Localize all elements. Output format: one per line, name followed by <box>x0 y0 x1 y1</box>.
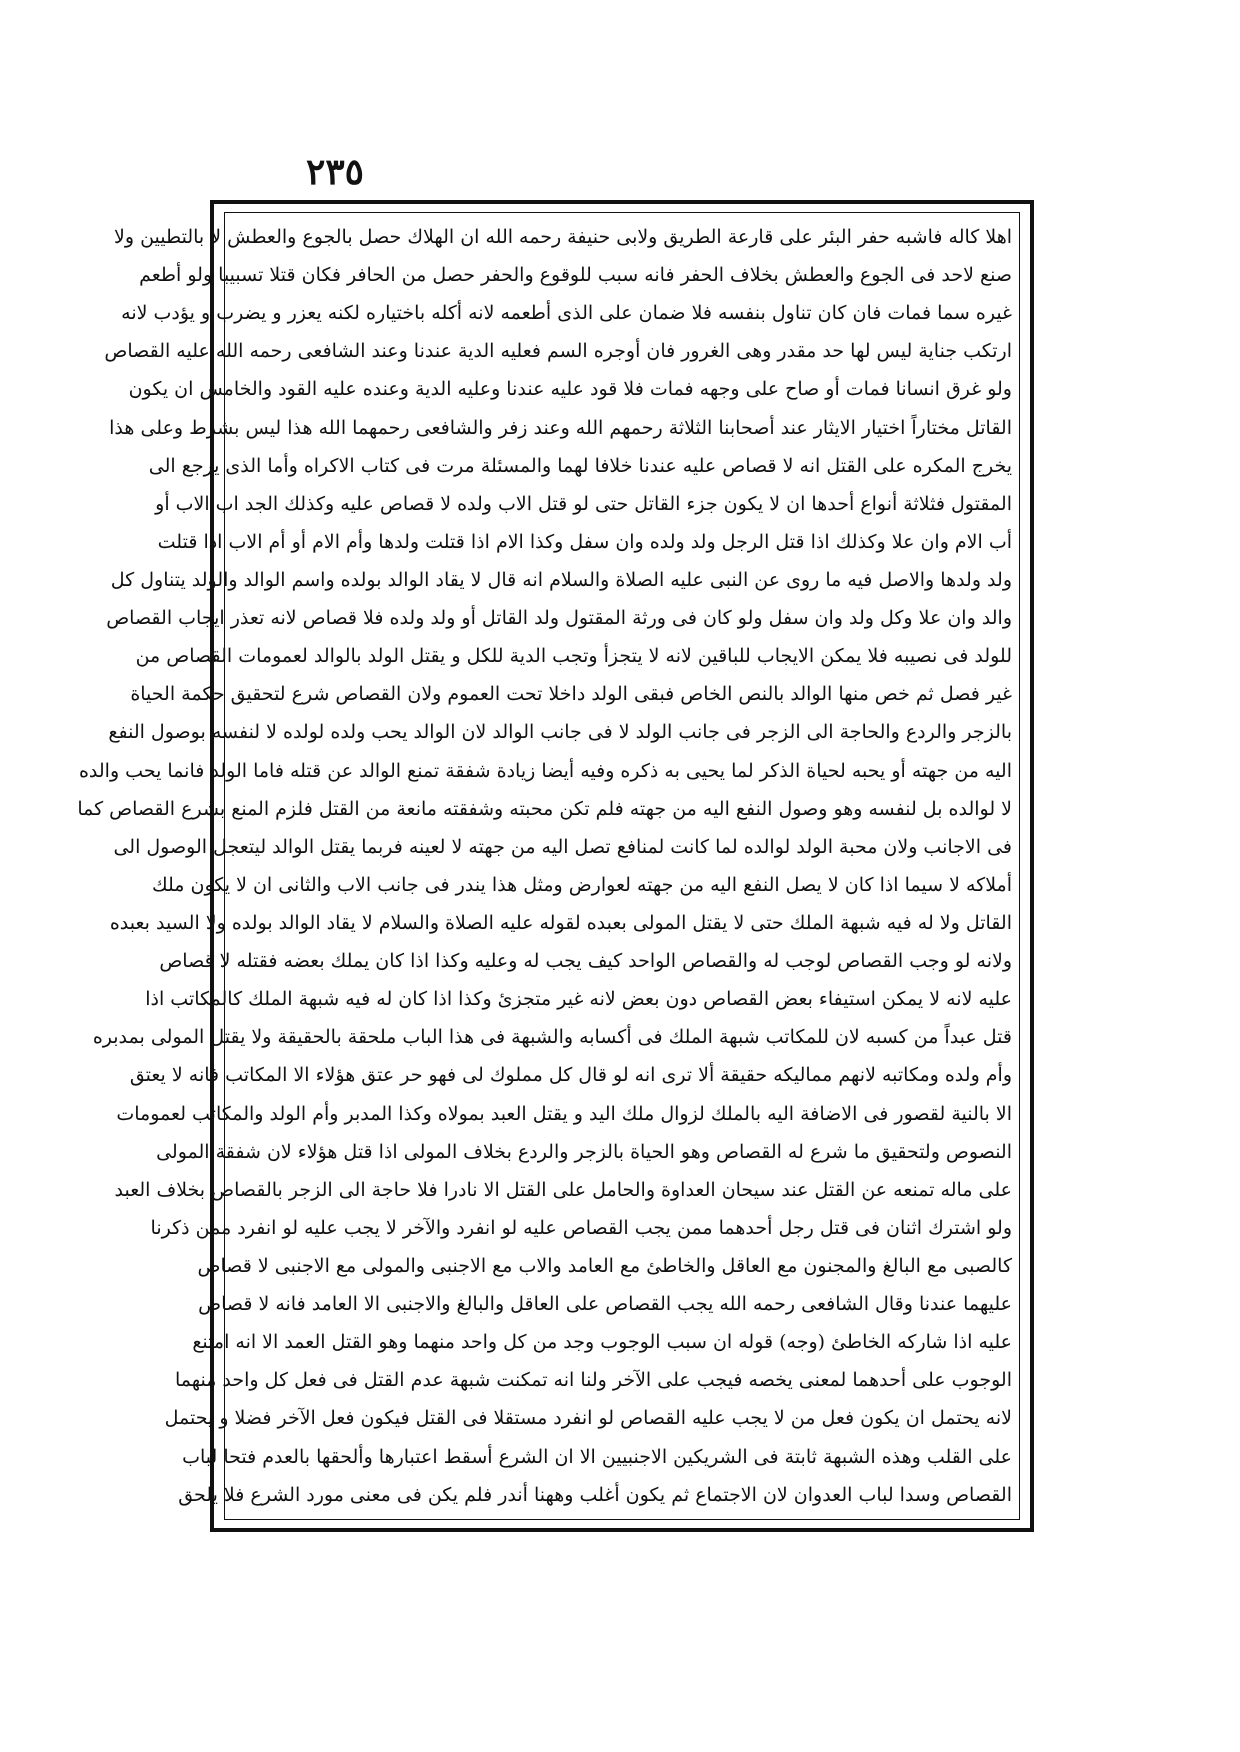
page-number: ٢٣٥ <box>305 151 364 193</box>
text-line: قتل عبداً من كسبه لان للمكاتب شبهة الملك فى أكسابه والشبهة فى هذا الباب ملحقة بالحقيقة ولا يقتل المولى بمدبره <box>92 1026 1012 1049</box>
text-line: القصاص وسدا لباب العدوان لان الاجتماع ثم يكون أغلب وههنا أندر فلم يكن فى معنى مورد الشرع فلا يلحق <box>178 1483 1012 1506</box>
text-line: صنع لاحد فى الجوع والعطش بخلاف الحفر فانه سبب للوقوع والحفر حصل من الحافر فكان قتلا تسبيبا ولو أطعم <box>139 264 1012 287</box>
text-line: النصوص ولتحقيق ما شرع له القصاص وهو الحياة بالزجر والردع بخلاف المولى اذا قتل هؤلاء لان شفقة المولى <box>156 1140 1012 1163</box>
text-line: القاتل مختاراً اختيار الايثار عند أصحابنا الثلاثة رحمهم الله وعند زفر والشافعى رحمهما الله هذا ليس بشرط وعلى هذا <box>109 416 1012 439</box>
text-line: يخرج المكره على القتل انه لا قصاص عليه عندنا خلافا لهما والمسئلة مرت فى كتاب الاكراه وأما الذى يرجع الى <box>148 454 1012 477</box>
text-line: على القلب وهذه الشبهة ثابتة فى الشريكين الاجنبيين الا ان الشرع أسقط اعتبارها وألحقها بالعدم فتحا لباب <box>182 1445 1012 1468</box>
text-line: بالزجر والردع والحاجة الى الزجر فى جانب الولد لا فى جانب الوالد لان الوالد يحب ولده لولده لا لنفسه بوصول النفع <box>108 721 1012 744</box>
text-line: الوجوب على أحدهما لمعنى يخصه فيجب على الآخر ولنا انه تمكنت شبهة عدم القتل فى فعل كل واحد منهما <box>174 1369 1012 1392</box>
text-line: القاتل ولا له فيه شبهة الملك حتى لا يقتل المولى بعبده لقوله عليه الصلاة والسلام لا يقاد الوالد بولده ولا السيد بعبده <box>109 911 1012 934</box>
text-line: ولد ولدها والاصل فيه ما روى عن النبى عليه الصلاة والسلام انه قال لا يقاد الوالد بولده واسم الوالد والولد يتناول كل <box>110 568 1012 591</box>
text-line: للولد فى نصيبه فلا يمكن الايجاب للباقين لانه لا يتجزأ وتجب الدية للكل و يقتل الولد بالوالد لعمومات القصاص من <box>135 645 1012 668</box>
text-line: على ماله تمنعه عن القتل عند سيحان العداوة والحامل على القتل الا نادرا فلا حاجة الى الزجر بالقصاص بخلاف العبد <box>114 1178 1012 1201</box>
text-line: اهلا كاله فاشبه حفر البئر على قارعة الطريق ولابى حنيفة رحمه الله ان الهلاك حصل بالجوع والعطش لا بالتطيين ولا <box>114 226 1012 248</box>
text-line: ولو اشترك اثنان فى قتل رجل أحدهما ممن يجب القصاص عليه لو انفرد والآخر لا يجب عليه لو انفرد ممن ذكرنا <box>150 1216 1012 1239</box>
text-line: اليه من جهته أو يحبه لحياة الذكر لما يحيى به ذكره وفيه أيضا زيادة شفقة تمنع الوالد عن قتله فاما الولد فانما يحب والده <box>78 759 1012 782</box>
text-line: ولو غرق انسانا فمات أو صاح على وجهه فمات فلا قود عليه عندنا وعليه الدية وعنده عليه القود والخامس ان يكون <box>128 378 1012 401</box>
text-line: لانه يحتمل ان يكون فعل من لا يجب عليه القصاص لو انفرد مستقلا فى القتل فيكون فعل الآخر فضلا و يحتمل <box>164 1407 1012 1430</box>
text-line: المقتول فثلاثة أنواع أحدها ان لا يكون جزء القاتل حتى لو قتل الاب ولده لا قصاص عليه وكذلك الجد اب الاب أو <box>155 492 1012 515</box>
text-line: غير فصل ثم خص منها الوالد بالنص الخاص فبقى الولد داخلا تحت العموم ولان القصاص شرع لتحقيق حكمة الحياة <box>130 683 1012 706</box>
text-line: كالصبى مع البالغ والمجنون مع العاقل والخاطئ مع العامد والاب مع الاجنبى والمولى مع الاجنبى لا قصاص <box>197 1254 1012 1277</box>
text-line: أب الام وان علا وكذلك اذا قتل الرجل ولد ولده وان سفل وكذا الام اذا قتلت ولدها وأم الام أو أم الاب اذا قتلت <box>157 530 1012 553</box>
text-line: لا لوالده بل لنفسه وهو وصول النفع اليه من جهته فلم تكن محبته وشفقته مانعة من القتل فلزم المنع بشرع القصاص كما <box>77 797 1012 820</box>
text-line: ولانه لو وجب القصاص لوجب له والقصاص الواحد كيف يجب له وعليه وكذا اذا كان يملك بعضه فقتله لا قصاص <box>159 950 1012 973</box>
text-line: الا بالنية لقصور فى الاضافة اليه بالملك لزوال ملك اليد و يقتل العبد بمولاه وكذا المدبر وأم الولد والمكاتب لعمومات <box>116 1102 1012 1125</box>
text-line: عليه لانه لا يمكن استيفاء بعض القصاص دون بعض لانه غير متجزئ وكذا اذا كان له فيه شبهة الملك كالمكاتب اذا <box>145 988 1012 1011</box>
text-line: أملاكه لا سيما اذا كان لا يصل النفع اليه من جهته لعوارض ومثل هذا يندر فى جانب الاب والثانى ان لا يكون ملك <box>151 873 1012 896</box>
text-line: غيره سما فمات فان كان تناول بنفسه فلا ضمان على الذى أطعمه لانه أكله باختياره لكنه يعزر و يضرب و يؤدب لانه <box>121 302 1012 325</box>
text-line: عليهما عندنا وقال الشافعى رحمه الله يجب القصاص على العاقل والبالغ والاجنبى الا العامد فانه لا قصاص <box>198 1293 1012 1316</box>
text-line: وأم ولده ومكاتبه لانهم مماليكه حقيقة ألا ترى انه لو قال كل مملوك لى فهو حر عتق هؤلاء الا المكاتب فانه لا يعتق <box>129 1064 1012 1087</box>
text-line: ارتكب جناية ليس لها حد مقدر وهى الغرور فان أوجره السم فعليه الدية عندنا وعند الشافعى رحمه الله عليه القصاص <box>104 340 1012 363</box>
text-line: والد وان علا وكل ولد وان سفل ولو كان فى ورثة المقتول ولد القاتل أو ولد ولده فلا قصاص لانه تعذر ايجاب القصاص <box>106 607 1012 630</box>
text-line: فى الاجانب ولان محبة الولد لوالده لما كانت لمنافع تصل اليه من جهته لا لعينه فربما يقتل الوالد ليتعجل الوصول الى <box>113 835 1012 858</box>
text-line: عليه اذا شاركه الخاطئ (وجه) قوله ان سبب الوجوب وجد من كل واحد منهما وهو القتل العمد الا انه امتنع <box>192 1331 1012 1354</box>
main-text-body <box>77 218 1012 1514</box>
